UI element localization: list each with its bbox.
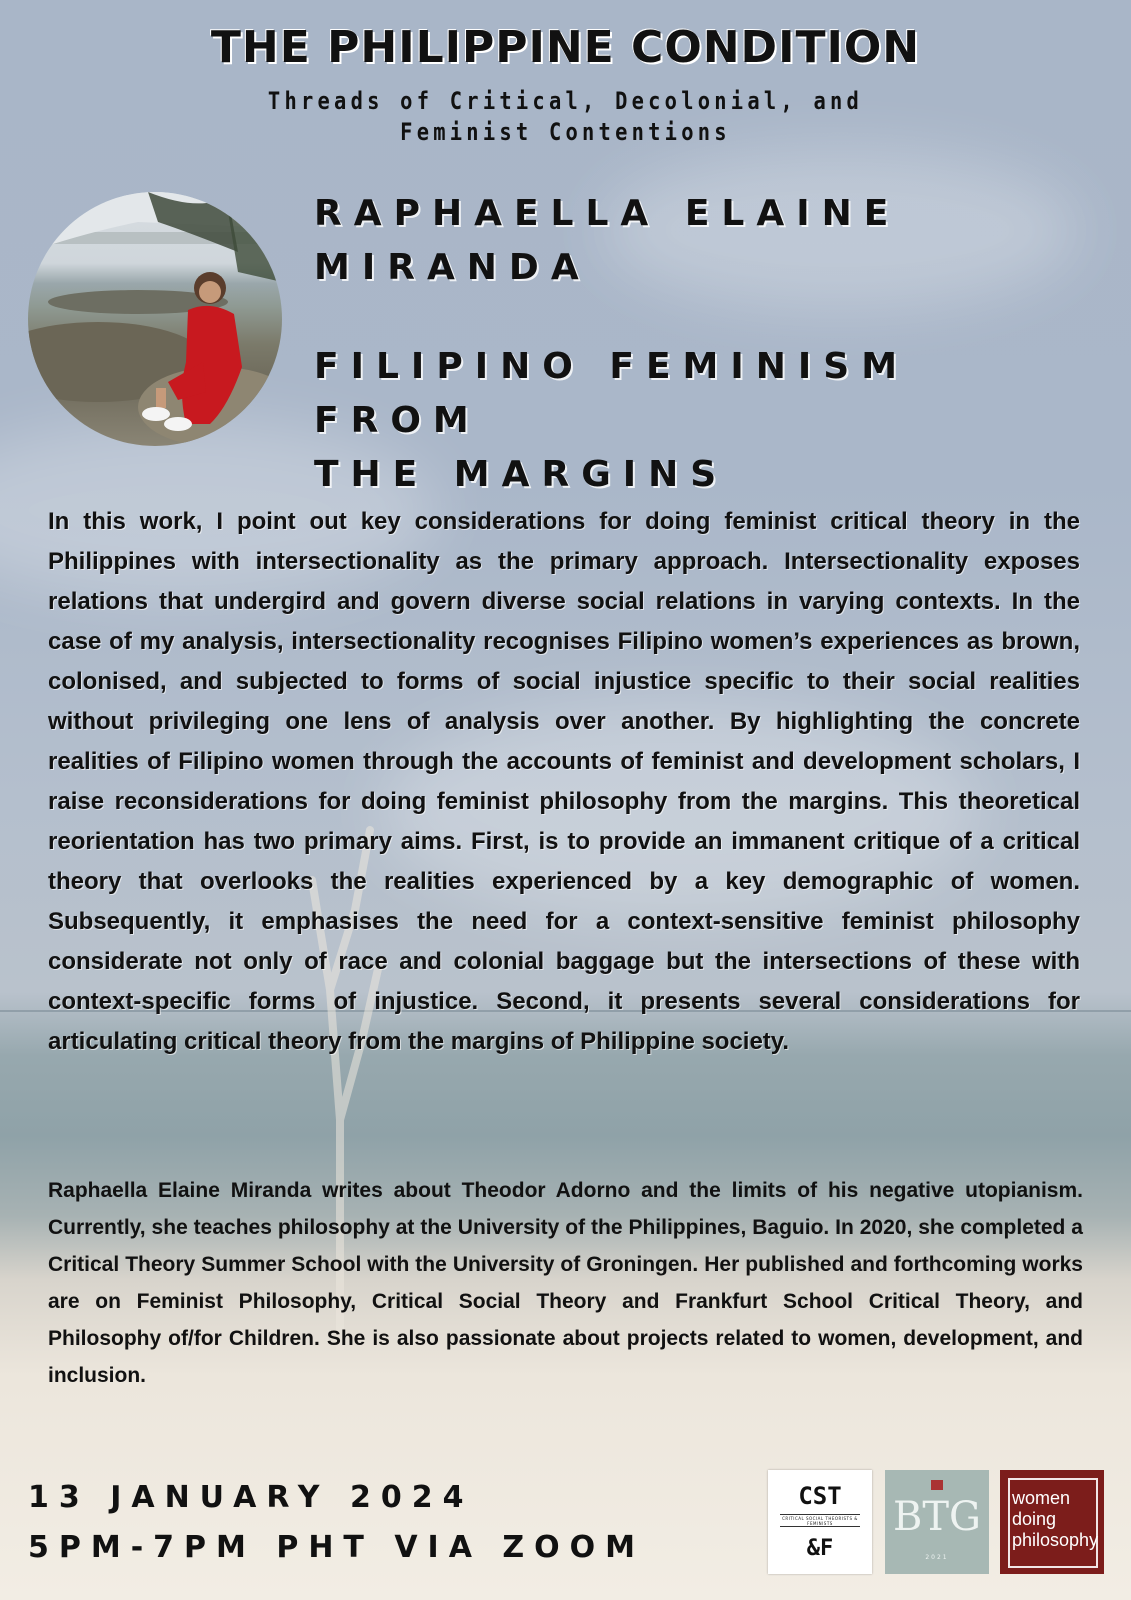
event-subtitle-line1: Threads of Critical, Decolonial, and: [267, 87, 864, 115]
speaker-photo-illustration: [28, 192, 282, 446]
cst-logo-rule: [780, 1514, 860, 1515]
event-date: 13 JANUARY 2024: [28, 1480, 474, 1515]
women-doing-philosophy-logo: [1000, 1470, 1104, 1574]
cst-logo: [768, 1470, 872, 1574]
wdp-logo-text: [1012, 1488, 1099, 1551]
cst-logo-rule: [780, 1526, 860, 1527]
speaker-name: [314, 187, 1074, 295]
wdp-logo-line1: women: [1012, 1488, 1071, 1508]
talk-title-line2: THE MARGINS: [314, 454, 729, 495]
speaker-name-line1: RAPHAELLA ELAINE: [314, 193, 901, 234]
speaker-photo: [28, 192, 282, 446]
cst-logo-tagline: CRITICAL SOCIAL THEORISTS & FEMINISTS: [782, 1516, 858, 1526]
wdp-logo-line3: philosophy: [1012, 1530, 1099, 1550]
btg-logo-mark: [931, 1480, 943, 1490]
btg-logo-text: BTG: [892, 1494, 982, 1540]
talk-title: [314, 340, 1094, 502]
event-title: THE PHILIPPINE CONDITION: [210, 22, 921, 73]
speaker-name-line2: MIRANDA: [314, 247, 591, 288]
cst-logo-bottom: &F: [806, 1536, 834, 1561]
event-time: 5PM-7PM PHT VIA ZOOM: [28, 1530, 645, 1565]
cst-logo-top: CST: [798, 1482, 842, 1510]
speaker-bio: Raphaella Elaine Miranda writes about Theodor Adorno and the limits of his negative utopianism. Currently, she teaches philosophy at the University of the Philippines, Baguio. In 2020, she completed a Critical Theory Summer School with the University of Groningen. Her published and forthcoming works are on Feminist Philosophy, Critical Social Theory and Frankfurt School Critical Theory, and Philosophy of/for Children. She is also passionate about projects related to women, development, and inclusion.: [48, 1179, 1083, 1387]
event-subtitle: [85, 86, 1046, 148]
event-subtitle-line2: Feminist Contentions: [400, 118, 731, 146]
btg-logo-year: 2021: [925, 1554, 949, 1561]
wdp-logo-line2: doing: [1012, 1509, 1057, 1529]
talk-title-line1: FILIPINO FEMINISM FROM: [314, 346, 910, 441]
btg-logo: [885, 1470, 989, 1574]
talk-abstract: In this work, I point out key considerations for doing feminist critical theory in the Philippines with intersectionality as the primary approach. Intersectionality exposes relations that undergird and govern diverse social relations in varying contexts. In the case of my analysis, intersectionality recognises Filipino women’s experiences as brown, colonised, and subjected to forms of social injustice specific to their social realities without privileging one lens of analysis over another. By highlighting the concrete realities of Filipino women through the accounts of feminist and development scholars, I raise reconsiderations for doing feminist philosophy from the margins. This theoretical reorientation has two primary aims. First, is to provide an immanent critique of a critical theory that overlooks the realities experienced by a key demographic of women. Subsequently, it emphasises the need for a context-sensitive feminist philosophy considerate not only of race and colonial baggage but the intersections of these with context-specific forms of injustice. Second, it presents several considerations for articulating critical theory from the margins of Philippine society.: [48, 508, 1080, 1055]
